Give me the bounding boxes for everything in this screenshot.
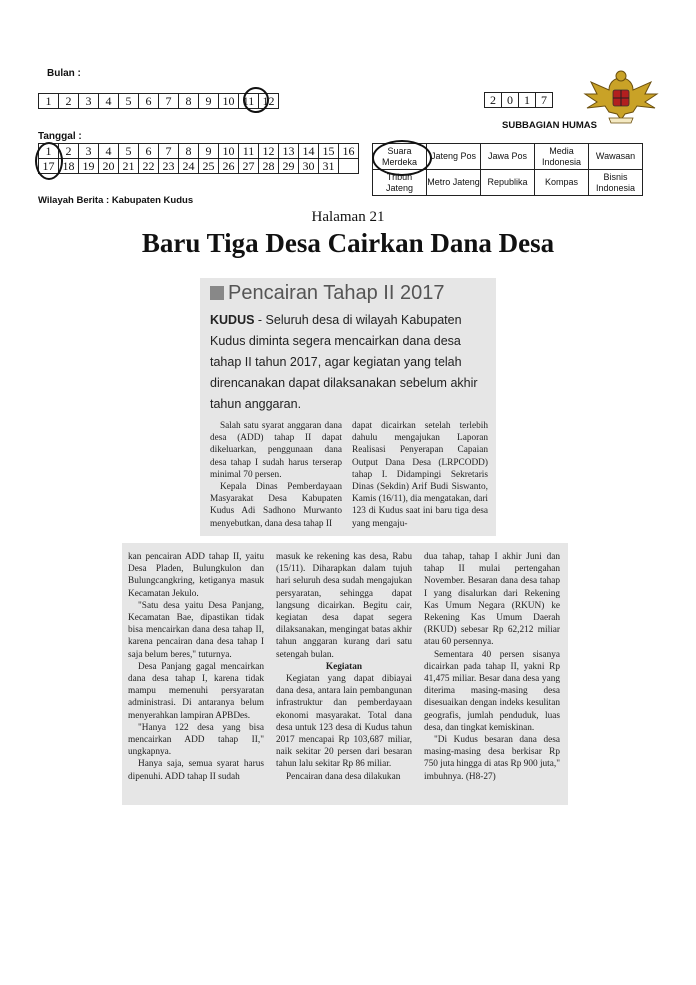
year-digit-cell: 2 <box>485 93 502 108</box>
wilayah-berita: Wilayah Berita : Kabupaten Kudus <box>38 195 194 206</box>
paragraph: Desa Panjang gagal mencairkan dana desa tahap I, karena tidak mampu memenuhi persyaratan administrasi. Di antaranya belum menyerahkan lampiran APBDes. <box>128 661 264 721</box>
clipping-top <box>200 278 496 536</box>
date-cell: 13 <box>279 144 299 159</box>
date-cell: 30 <box>299 159 319 174</box>
paragraph: "Satu desa yaitu Desa Panjang, Kecamatan Bae, dipastikan tidak bisa mencairkan dana desa tahap II, karena pencairan dana desa tahap I saja belum beres," tuturnya. <box>128 600 264 660</box>
date-cell: 25 <box>199 159 219 174</box>
date-cell: 29 <box>279 159 299 174</box>
date-cell: 26 <box>219 159 239 174</box>
date-cell: 23 <box>159 159 179 174</box>
date-grid <box>38 143 359 174</box>
lead-paragraph <box>210 310 482 415</box>
date-cell: 6 <box>139 144 159 159</box>
subbagian-humas: SUBBAGIAN HUMAS <box>502 120 597 131</box>
subheading: Kegiatan <box>325 661 363 672</box>
date-cell: 12 <box>259 144 279 159</box>
kicker-square-icon <box>210 286 224 300</box>
paragraph: Hanya saja, semua syarat harus dipenuhi. ADD tahap II sudah <box>128 759 264 782</box>
date-cell: 7 <box>159 144 179 159</box>
paragraph: "Hanya 122 desa yang bisa mencairkan ADD tahap II," ungkapnya. <box>128 722 264 758</box>
year-box <box>484 92 553 108</box>
year-digit-cell: 0 <box>502 93 519 108</box>
date-cell: 19 <box>79 159 99 174</box>
paragraph: dua tahap, tahap I akhir Juni dan tahap II mulai pertengahan November. Besaran dana desa tahap I yang disalurkan dari Rekening Kas Umum Negara (RKUN) ke Rekening Kas Umum Daerah (RKUD) sebesar Rp 62,212 miliar atau 60 persennya. <box>424 552 560 648</box>
date-cell: 28 <box>259 159 279 174</box>
page-number: Halaman 21 <box>311 209 385 225</box>
paragraph: "Di Kudus besaran dana desa masing-masing desa berkisar Rp 750 juta hingga di atas Rp 900 juta," imbuhnya. (H8-27) <box>424 735 560 782</box>
date-cell: 2 <box>59 144 79 159</box>
tanggal-label: Tanggal : <box>38 131 82 142</box>
top-column-1 <box>210 420 342 530</box>
media-cell: Bisnis Indonesia <box>589 170 643 196</box>
date-cell: 27 <box>239 159 259 174</box>
media-cell: Metro Jateng <box>427 170 481 196</box>
date-cell <box>339 159 359 174</box>
date-cell: 16 <box>339 144 359 159</box>
date-cell: 8 <box>179 144 199 159</box>
month-cell: 5 <box>119 94 139 109</box>
media-cell: Jateng Pos <box>427 144 481 170</box>
month-cell: 12 <box>259 94 279 109</box>
media-cell: Wawasan <box>589 144 643 170</box>
date-cell: 31 <box>319 159 339 174</box>
date-cell: 18 <box>59 159 79 174</box>
date-circle-mark <box>35 142 63 180</box>
paragraph: Sementara 40 persen sisanya dicairkan pada tahap II, yakni Rp 41,475 miliar. Besar dana desa yang diterima masing-masing desa disesuaikan dengan indeks kesulitan geografis, jumlah penduduk, luas desa, dan tingkat kemiskinan. <box>424 649 560 733</box>
lead-text: - Seluruh desa di wilayah Kabupaten Kudus diminta segera mencairkan dana desa tahap II tahun 2017, agar kegiatan yang telah direncanakan dapat dilaksanakan sebelum akhir tahun anggaran. <box>210 313 478 411</box>
date-cell: 20 <box>99 159 119 174</box>
garuda-emblem-icon <box>583 68 659 126</box>
month-cell: 9 <box>199 94 219 109</box>
year-digit-cell: 1 <box>519 93 536 108</box>
date-cell: 4 <box>99 144 119 159</box>
media-circle-mark <box>372 140 432 176</box>
paragraph: Kegiatan yang dapat dibiayai dana desa, antara lain pembangunan infrastruktur dan pemberdayaan ekonomi masyarakat. Total dana desa untuk 123 desa di Kudus tahun 2017 mencapai Rp 103,687 miliar, naik sekitar 20 persen dari besaran tahun lalu sekitar Rp 86 miliar. <box>276 674 412 770</box>
date-cell: 5 <box>119 144 139 159</box>
date-cell: 14 <box>299 144 319 159</box>
date-cell: 9 <box>199 144 219 159</box>
month-cell: 3 <box>79 94 99 109</box>
media-cell: Suara Merdeka <box>373 144 427 170</box>
date-cell: 1 <box>39 144 59 159</box>
date-cell: 24 <box>179 159 199 174</box>
headline: Baru Tiga Desa Cairkan Dana Desa <box>141 228 555 258</box>
paragraph: Kepala Dinas Pemberdayaan Masyarakat Desa Kabupaten Kudus Adi Sadhono Murwanto menyebutkan, dana desa tahap II <box>210 482 342 529</box>
bottom-column-2 <box>276 551 412 783</box>
month-circle-mark <box>243 87 269 113</box>
media-cell: Kompas <box>535 170 589 196</box>
date-cell: 15 <box>319 144 339 159</box>
media-cell: Media Indonesia <box>535 144 589 170</box>
month-cell: 11 <box>239 94 259 109</box>
month-cell: 1 <box>39 94 59 109</box>
date-cell: 11 <box>239 144 259 159</box>
kicker: Pencairan Tahap II 2017 <box>228 282 445 304</box>
lead-dateline: KUDUS <box>210 313 255 327</box>
date-cell: 3 <box>79 144 99 159</box>
month-cell: 8 <box>179 94 199 109</box>
bottom-column-3 <box>424 551 560 783</box>
bottom-column-1 <box>128 551 264 783</box>
month-cell: 2 <box>59 94 79 109</box>
month-cell: 6 <box>139 94 159 109</box>
paragraph: Pencairan dana desa dilakukan <box>286 771 401 782</box>
month-cell: 7 <box>159 94 179 109</box>
month-cell: 4 <box>99 94 119 109</box>
media-cell: Tribun Jateng <box>373 170 427 196</box>
year-digit-cell: 7 <box>536 93 553 108</box>
media-cell: Republika <box>481 170 535 196</box>
month-cell: 10 <box>219 94 239 109</box>
date-cell: 22 <box>139 159 159 174</box>
bulan-label: Bulan : <box>47 68 81 79</box>
top-column-2 <box>352 420 488 530</box>
date-cell: 17 <box>39 159 59 174</box>
clipping-bottom <box>122 543 568 805</box>
media-cell: Jawa Pos <box>481 144 535 170</box>
paragraph: kan pencairan ADD tahap II, yaitu Desa Pladen, Bulungkulon dan Bulungcangkring, ketiganya masuk Kecamatan Jekulo. <box>128 552 264 599</box>
date-cell: 21 <box>119 159 139 174</box>
date-cell: 10 <box>219 144 239 159</box>
paragraph: dapat dicairkan setelah terlebih dahulu mengajukan Laporan Realisasi Penyerapan Capaian Output Dana Desa (LRPCODD) tahap I. Didampingi Sekretaris Dinas (Sekdin) Arif Budi Siswanto, Kamis (16/11), dia mengatakan, dari 123 di Kudus saat ini baru tiga desa yang mengaju- <box>352 421 488 529</box>
paragraph: Salah satu syarat anggaran dana desa (ADD) tahap II dapat dikeluarkan, penggunaan dana desa tahap I sudah harus terserap minimal 70 persen. <box>210 421 342 480</box>
paragraph: masuk ke rekening kas desa, Rabu (15/11). Diharapkan dalam tujuh hari seluruh desa sudah mengajukan persyaratan, sehingga dapat langsung dicairkan. Begitu cair, kegiatan desa dapat segera dilaksanakan, mengingat batas akhir tahun anggaran kurang dari satu setengah bulan. <box>276 552 412 660</box>
